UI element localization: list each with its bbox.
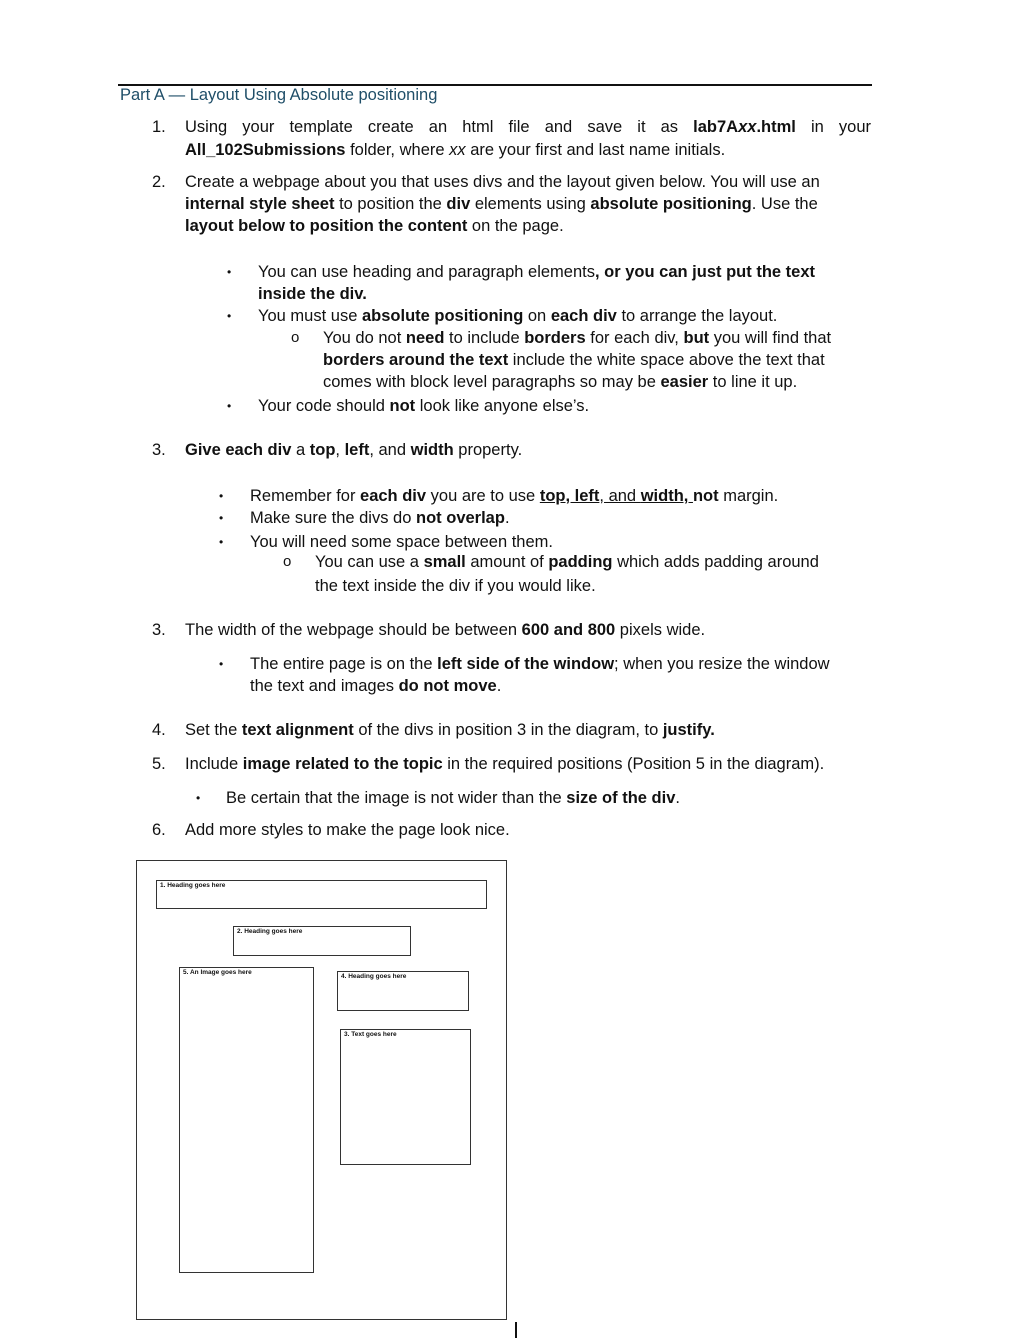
item-2-line-1: Create a webpage about you that uses divs and the layout given below. You will use an — [185, 173, 820, 191]
item-3b-bullet-1: The entire page is on the left side of the window; when you resize the window — [250, 655, 830, 673]
diagram-box-2-label: 2. Heading goes here — [237, 928, 303, 935]
item-3b-number: 3. — [152, 621, 166, 639]
item-4-number: 4. — [152, 721, 166, 739]
item-6-number: 6. — [152, 821, 166, 839]
item-5-number: 5. — [152, 755, 166, 773]
item-5-bullet-1: Be certain that the image is not wider than the size of the div. — [226, 789, 680, 807]
item-2-sub-1: You do not need to include borders for each div, but you will find that — [323, 329, 832, 347]
diagram-box-5 — [179, 967, 314, 1273]
bullet-icon: • — [196, 791, 201, 805]
item-3a-line: Give each div a top, left, and width property. — [185, 441, 523, 459]
item-1-line-1: Using your template create an html file and save it as lab7Axx.html in your — [185, 118, 872, 136]
bullet-icon: • — [227, 399, 232, 413]
item-2-bullet-2: You must use absolute positioning on each div to arrange the layout. — [258, 307, 778, 325]
sub-bullet-icon: o — [291, 329, 300, 346]
diagram-box-4-label: 4. Heading goes here — [341, 973, 407, 980]
diagram-box-5-label: 5. An Image goes here — [183, 969, 252, 976]
item-2-bullet-1-cont: inside the div. — [258, 285, 367, 303]
item-2-bullet-1: You can use heading and paragraph elements, or you can just put the text — [258, 263, 816, 281]
bullet-icon: • — [219, 535, 224, 549]
diagram-box-3-label: 3. Text goes here — [344, 1031, 397, 1038]
item-2-line-2: internal style sheet to position the div elements using absolute positioning. Use the — [185, 195, 818, 213]
item-3b-bullet-1-cont: the text and images do not move. — [250, 677, 502, 695]
item-2-bullet-3: Your code should not look like anyone else’s. — [258, 397, 590, 415]
item-3a-bullet-2: Make sure the divs do not overlap. — [250, 509, 510, 527]
bullet-icon: • — [227, 309, 232, 323]
item-3a-bullet-1: Remember for each div you are to use top, left, and width, not margin. — [250, 487, 779, 505]
diagram-box-1-label: 1. Heading goes here — [160, 882, 226, 889]
item-4-line: Set the text alignment of the divs in position 3 in the diagram, to justify. — [185, 721, 715, 739]
item-2-number: 2. — [152, 173, 166, 191]
item-2-line-3: layout below to position the content on the page. — [185, 217, 564, 235]
item-2-sub-3: comes with block level paragraphs so may be easier to line it up. — [323, 373, 798, 391]
bullet-icon: • — [219, 489, 224, 503]
item-1-number: 1. — [152, 118, 166, 136]
bullet-icon: • — [219, 511, 224, 525]
bullet-icon: • — [227, 265, 232, 279]
item-6-line: Add more styles to make the page look nice. — [185, 821, 510, 839]
diagram-box-2 — [233, 926, 411, 956]
item-3a-sub-2: the text inside the div if you would like. — [315, 577, 596, 595]
diagram-box-4 — [337, 971, 469, 1011]
item-1-line-2: All_102Submissions folder, where xx are your first and last name initials. — [185, 141, 726, 159]
item-3b-line: The width of the webpage should be between 600 and 800 pixels wide. — [185, 621, 706, 639]
item-2-sub-2: borders around the text include the white space above the text that — [323, 351, 825, 369]
item-3a-bullet-3: You will need some space between them. — [250, 533, 553, 551]
item-5-line: Include image related to the topic in the required positions (Position 5 in the diagram). — [185, 755, 825, 773]
item-3a-number: 3. — [152, 441, 166, 459]
bullet-icon: • — [219, 657, 224, 671]
item-3a-sub-1: You can use a small amount of padding which adds padding around — [315, 553, 819, 571]
diagram-box-3 — [340, 1029, 471, 1165]
diagram-box-1 — [156, 880, 487, 909]
sub-bullet-icon: o — [283, 553, 292, 570]
text-cursor — [515, 1322, 517, 1338]
section-heading: Part A — Layout Using Absolute positioning — [120, 86, 438, 104]
